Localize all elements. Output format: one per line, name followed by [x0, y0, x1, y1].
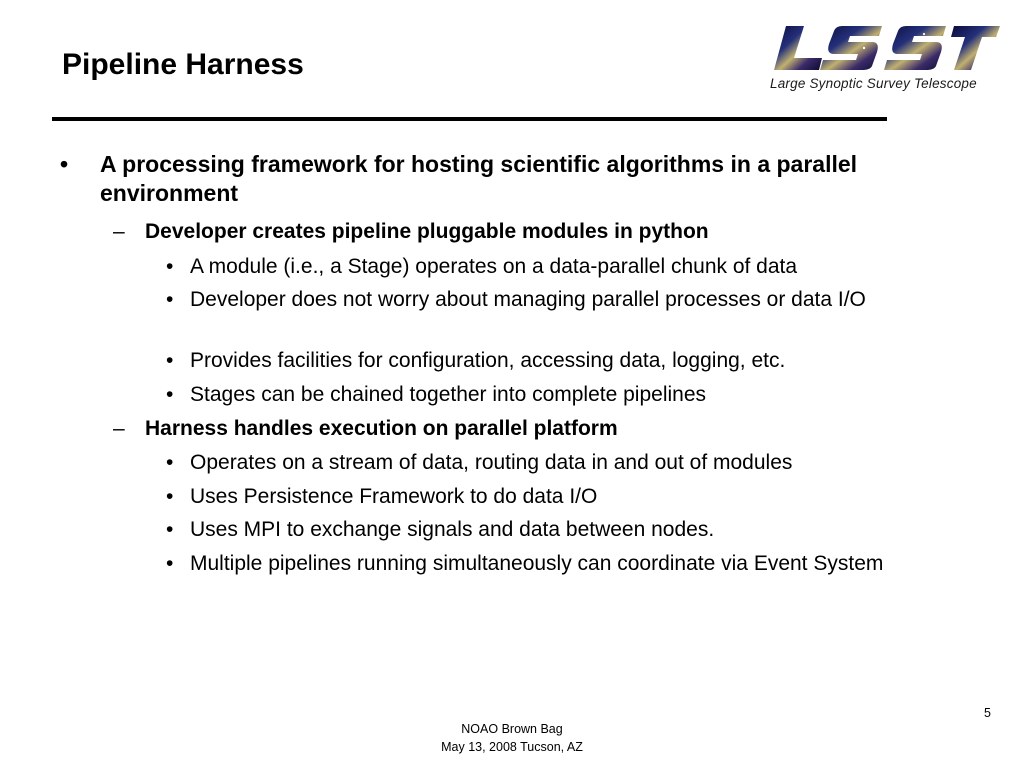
- page-number: 5: [984, 706, 991, 720]
- title-divider: [52, 117, 887, 121]
- bullet-text: Harness handles execution on parallel platform: [145, 417, 618, 440]
- bullet-level2: [113, 415, 945, 442]
- bullet-marker: •: [166, 451, 174, 474]
- bullet-level3: [166, 347, 970, 374]
- bullet-level3: [166, 381, 970, 408]
- bullet-marker: •: [60, 151, 69, 177]
- lsst-logo: [764, 22, 1002, 94]
- bullet-text: Operates on a stream of data, routing data in and out of modules: [190, 451, 793, 474]
- bullet-marker: •: [166, 383, 174, 406]
- bullet-marker: •: [166, 255, 174, 278]
- bullet-text: Uses MPI to exchange signals and data between nodes.: [190, 518, 715, 541]
- bullet-marker: •: [166, 552, 174, 575]
- slide-footer: [412, 720, 612, 756]
- bullet-text: A module (i.e., a Stage) operates on a data-parallel chunk of data: [190, 255, 798, 278]
- bullet-marker: •: [166, 518, 174, 541]
- bullet-level1: [60, 150, 960, 208]
- bullet-marker: •: [166, 349, 174, 372]
- bullet-level2: [113, 218, 945, 245]
- logo-caption: Large Synoptic Survey Telescope: [770, 76, 977, 91]
- bullet-text: Uses Persistence Framework to do data I/O: [190, 485, 598, 508]
- bullet-text: Multiple pipelines running simultaneously can coordinate via Event System: [190, 552, 884, 575]
- dash-marker: –: [113, 417, 125, 440]
- footer-event: NOAO Brown Bag: [461, 722, 563, 736]
- bullet-level3: [166, 550, 960, 577]
- bullet-text: Developer does not worry about managing parallel processes or data I/O: [190, 288, 866, 311]
- bullet-level3: [166, 449, 970, 476]
- bullet-text: Provides facilities for configuration, accessing data, logging, etc.: [190, 349, 786, 372]
- lsst-logo-image: [764, 22, 1002, 78]
- bullet-marker: •: [166, 485, 174, 508]
- bullet-level3: [166, 253, 970, 280]
- bullet-text: Developer creates pipeline pluggable modules in python: [145, 220, 709, 243]
- bullet-level3: [166, 483, 970, 510]
- dash-marker: –: [113, 220, 125, 243]
- bullet-level3: [166, 286, 930, 313]
- bullet-text: A processing framework for hosting scientific algorithms in a parallel environment: [100, 151, 858, 206]
- bullet-level3: [166, 516, 970, 543]
- footer-date-location: May 13, 2008 Tucson, AZ: [441, 740, 583, 754]
- bullet-text: Stages can be chained together into complete pipelines: [190, 383, 707, 406]
- bullet-marker: •: [166, 288, 174, 311]
- slide-title: Pipeline Harness: [62, 48, 304, 81]
